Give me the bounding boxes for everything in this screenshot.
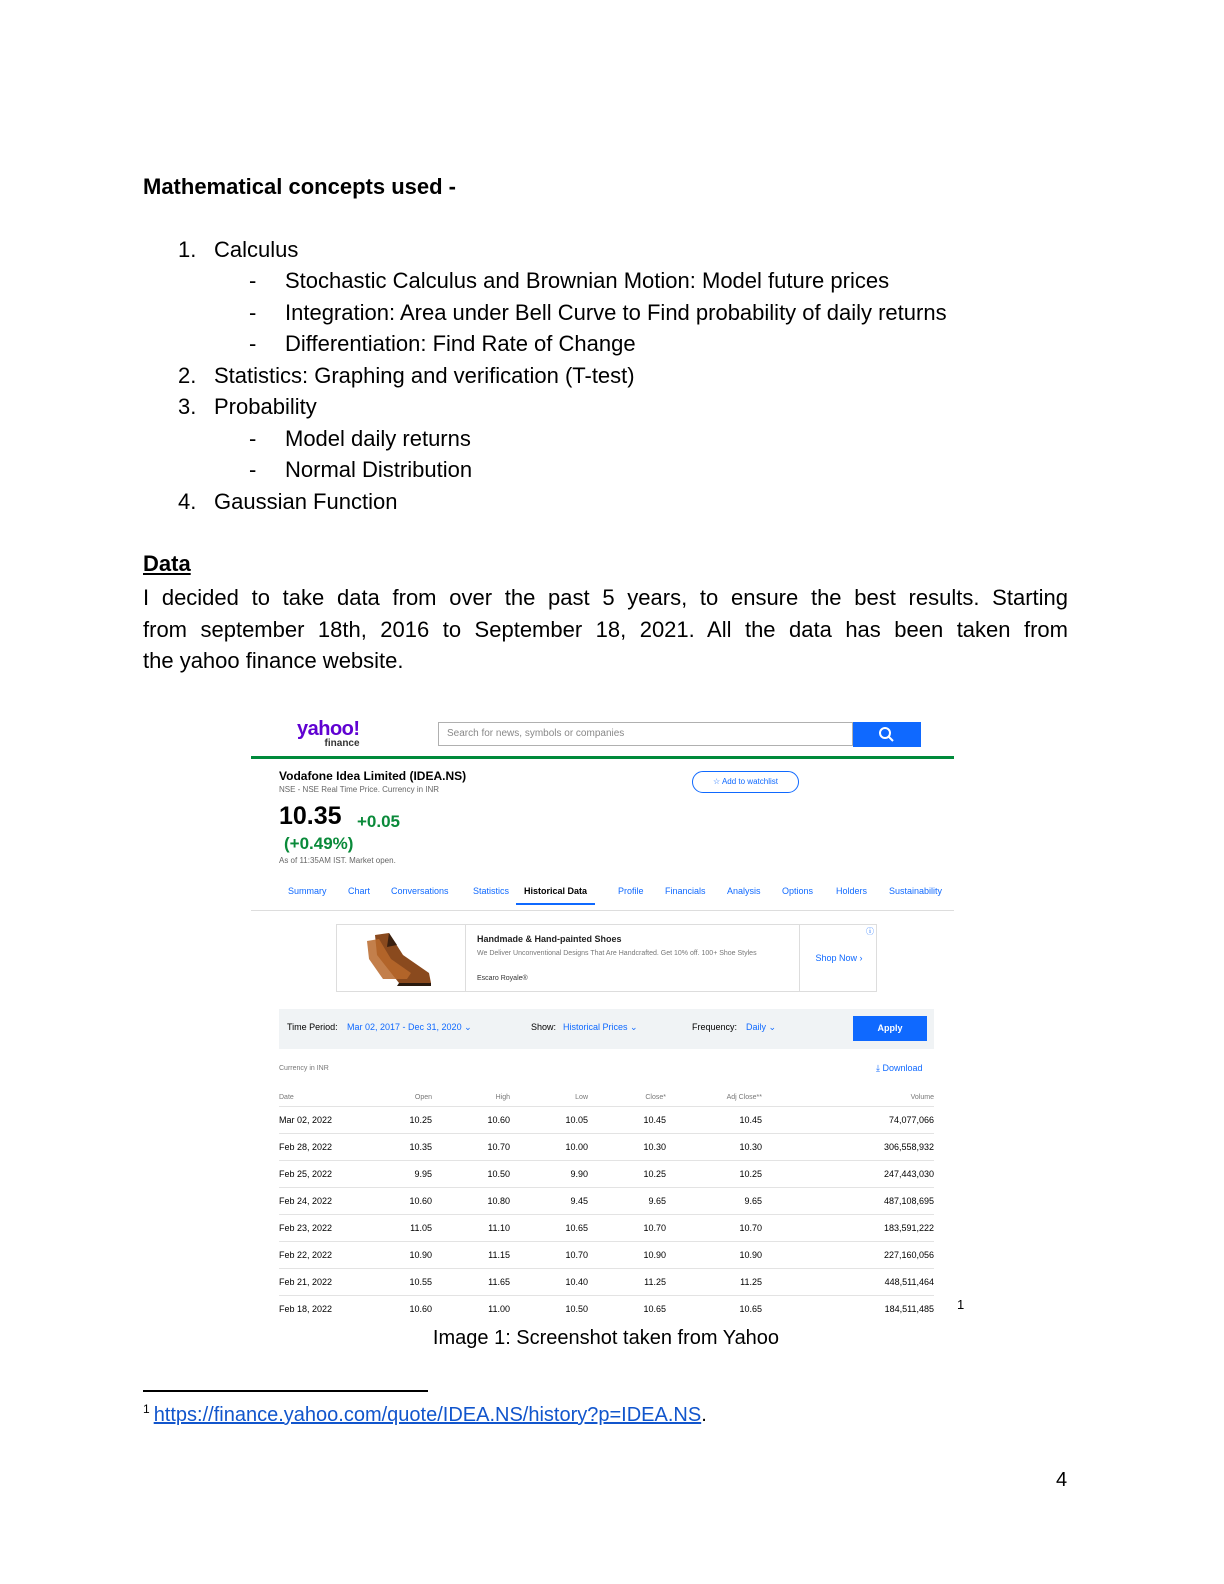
table-cell: 10.25	[409, 1115, 432, 1125]
download-label: Download	[882, 1063, 923, 1073]
chevron-down-icon: ⌄	[768, 1022, 777, 1032]
tab-sustainability[interactable]: Sustainability	[889, 886, 943, 896]
column-header: Open	[414, 1094, 432, 1101]
table-cell: 10.70	[643, 1223, 666, 1233]
chevron-down-icon: ⌄	[464, 1022, 472, 1032]
table-cell: 9.90	[570, 1169, 588, 1179]
paragraph-line: I decided to take data from over the past 5 years, to ensure the best results. Starting	[143, 585, 1068, 610]
column-header: Volume	[910, 1094, 934, 1101]
image-caption: Image 1: Screenshot taken from Yahoo	[432, 1327, 780, 1349]
table-cell: 10.25	[739, 1169, 762, 1179]
list-number: 2.	[178, 363, 197, 388]
table-cell: 10.55	[409, 1277, 432, 1287]
tab-historical-data[interactable]: Historical Data	[516, 886, 595, 905]
search-button[interactable]	[853, 722, 921, 747]
history-filter-bar	[279, 1009, 934, 1049]
tab-statistics[interactable]: Statistics	[473, 886, 510, 896]
table-cell: 10.65	[739, 1304, 762, 1314]
apply-button[interactable]: Apply	[853, 1016, 927, 1041]
time-period-label: Time Period:	[287, 1022, 338, 1032]
list-number: 4.	[178, 489, 197, 514]
footnote-period: .	[701, 1404, 707, 1426]
frequency-label: Frequency:	[692, 1022, 738, 1032]
table-cell: 10.30	[643, 1142, 666, 1152]
watchlist-label: Add to watchlist	[721, 777, 778, 786]
download-icon: ⤓	[876, 1063, 883, 1073]
table-cell: Feb 18, 2022	[279, 1304, 333, 1314]
table-row	[279, 1188, 934, 1215]
table-cell: 10.70	[565, 1250, 588, 1260]
footnote-number: 1	[143, 1402, 150, 1416]
sub-dash: -	[249, 300, 257, 325]
table-cell: 10.45	[739, 1115, 762, 1125]
table-cell: 10.50	[487, 1169, 510, 1179]
list-item: Statistics: Graphing and verification (T-test)	[214, 363, 635, 388]
list-item: Gaussian Function	[214, 489, 398, 514]
table-cell: 11.15	[488, 1250, 510, 1260]
table-row	[279, 1296, 934, 1320]
time-period-value: Mar 02, 2017 - Dec 31, 2020	[347, 1022, 462, 1032]
section-heading-math: Mathematical concepts used -	[143, 174, 456, 199]
table-header-row	[279, 1090, 934, 1107]
list-item: Probability	[214, 394, 317, 419]
table-cell: 10.60	[409, 1304, 432, 1314]
quote-tabs	[251, 884, 954, 911]
section-heading-data: Data	[143, 551, 191, 576]
column-header: Adj Close**	[726, 1094, 762, 1101]
list-number: 3.	[178, 394, 197, 419]
table-cell: 10.60	[487, 1115, 510, 1125]
table-row	[279, 1215, 934, 1242]
table-cell: 11.25	[740, 1277, 762, 1287]
tab-chart[interactable]: Chart	[348, 886, 371, 896]
tab-holders[interactable]: Holders	[836, 886, 868, 896]
list-item: Calculus	[214, 237, 299, 262]
table-cell: 10.90	[409, 1250, 432, 1260]
ad-info-icon[interactable]: ⓘ	[866, 927, 874, 936]
currency-note: Currency in INR	[279, 1065, 329, 1072]
header-divider	[251, 756, 954, 759]
table-cell: 183,591,222	[883, 1223, 934, 1233]
table-cell: Feb 28, 2022	[279, 1142, 333, 1152]
list-number: 1.	[178, 237, 197, 262]
shop-now-label: Shop Now	[815, 953, 857, 963]
ad-description: We Deliver Unconventional Designs That Are Handcrafted. Get 10% off. 100+ Shoe Styles	[477, 950, 757, 957]
column-header: Low	[575, 1094, 588, 1101]
footnote-link[interactable]: https://finance.yahoo.com/quote/IDEA.NS/history?p=IDEA.NS	[153, 1404, 702, 1426]
table-cell: 10.70	[739, 1223, 762, 1233]
table-cell: 10.90	[739, 1250, 762, 1260]
table-row	[279, 1269, 934, 1296]
star-icon: ☆	[713, 777, 722, 786]
sub-item: Model daily returns	[285, 426, 471, 451]
tab-summary[interactable]: Summary	[288, 886, 327, 896]
table-cell: 10.50	[565, 1304, 588, 1314]
footnote-reference: 1	[957, 1297, 965, 1312]
table-cell: 10.90	[643, 1250, 666, 1260]
table-cell: 10.00	[565, 1142, 588, 1152]
table-cell: 10.25	[643, 1169, 666, 1179]
logo-text: yahoo!	[297, 718, 360, 740]
logo-subtext: finance	[324, 738, 360, 749]
download-link[interactable]	[876, 1063, 923, 1074]
tab-analysis[interactable]: Analysis	[727, 886, 761, 896]
data-paragraph	[143, 582, 1068, 677]
table-cell: 9.95	[414, 1169, 432, 1179]
column-header: High	[495, 1094, 510, 1101]
table-cell: 10.35	[409, 1142, 432, 1152]
price-change: +0.05	[357, 812, 401, 831]
table-cell: 10.80	[487, 1196, 510, 1206]
table-cell: 10.60	[409, 1196, 432, 1206]
table-cell: 10.65	[643, 1304, 666, 1314]
table-cell: 9.65	[744, 1196, 762, 1206]
frequency-dropdown[interactable]	[746, 1022, 776, 1033]
table-cell: 10.30	[739, 1142, 762, 1152]
sub-dash: -	[249, 268, 257, 293]
paragraph-line: from september 18th, 2016 to September 18, 2021. All the data has been taken from	[143, 616, 1068, 642]
table-cell: Feb 25, 2022	[279, 1169, 333, 1179]
frequency-value: Daily	[746, 1022, 767, 1032]
search-icon	[853, 722, 921, 747]
table-cell: Feb 22, 2022	[279, 1250, 333, 1260]
ad-title: Handmade & Hand-painted Shoes	[477, 934, 622, 944]
tab-profile[interactable]: Profile	[618, 886, 644, 896]
table-cell: 448,511,464	[884, 1277, 934, 1287]
table-cell: Feb 21, 2022	[279, 1277, 333, 1287]
sub-item: Normal Distribution	[285, 457, 473, 482]
sub-item: Differentiation: Find Rate of Change	[285, 331, 636, 356]
table-cell: 10.70	[487, 1142, 510, 1152]
sub-dash: -	[249, 426, 257, 451]
ad-image	[337, 925, 466, 991]
advertisement[interactable]	[336, 924, 877, 992]
table-cell: 9.65	[648, 1196, 666, 1206]
chevron-down-icon: ⌄	[630, 1022, 638, 1032]
table-row	[279, 1161, 934, 1188]
show-value: Historical Prices	[563, 1022, 628, 1032]
footnote-divider	[143, 1390, 428, 1392]
table-row	[279, 1242, 934, 1269]
add-to-watchlist-button[interactable]	[692, 771, 799, 793]
table-cell: 10.40	[565, 1277, 588, 1287]
chevron-right-icon: ›	[859, 953, 863, 963]
table-cell: 11.65	[488, 1277, 510, 1287]
yahoo-screenshot	[251, 712, 954, 1320]
search-input[interactable]: Search for news, symbols or companies	[438, 722, 853, 746]
table-cell: Mar 02, 2022	[279, 1115, 333, 1125]
sub-item: Stochastic Calculus and Brownian Motion: Model future prices	[285, 268, 890, 293]
table-cell: 9.45	[570, 1196, 588, 1206]
tab-financials[interactable]: Financials	[665, 886, 706, 896]
historical-data-table	[279, 1090, 934, 1320]
price-change-percent: (+0.49%)	[284, 834, 354, 853]
table-cell: 11.10	[488, 1223, 510, 1233]
table-row	[279, 1134, 934, 1161]
page-number: 4	[1056, 1469, 1068, 1491]
table-cell: 306,558,932	[883, 1142, 934, 1152]
shoe-image	[337, 925, 465, 991]
table-row	[279, 1107, 934, 1134]
time-period-dropdown[interactable]	[347, 1022, 472, 1033]
table-cell: 10.45	[643, 1115, 666, 1125]
table-cell: 247,443,030	[883, 1169, 934, 1179]
table-cell: 487,108,695	[883, 1196, 934, 1206]
company-name: Vodafone Idea Limited (IDEA.NS)	[279, 769, 467, 783]
table-cell: 10.65	[565, 1223, 588, 1233]
tab-options[interactable]: Options	[782, 886, 814, 896]
table-cell: Feb 23, 2022	[279, 1223, 333, 1233]
sub-dash: -	[249, 331, 257, 356]
table-cell: 11.00	[488, 1304, 510, 1314]
show-label: Show:	[531, 1022, 557, 1032]
column-header: Date	[279, 1094, 294, 1101]
column-header: Close*	[645, 1094, 666, 1101]
table-cell: 184,511,485	[884, 1304, 934, 1314]
paragraph-line: the yahoo finance website.	[143, 648, 404, 673]
sub-item: Integration: Area under Bell Curve to Find probability of daily returns	[285, 300, 947, 325]
table-cell: 74,077,066	[888, 1115, 934, 1125]
table-cell: 11.25	[644, 1277, 666, 1287]
sub-dash: -	[249, 457, 257, 482]
table-cell: 11.05	[410, 1223, 432, 1233]
exchange-info: NSE - NSE Real Time Price. Currency in INR	[279, 785, 440, 794]
footnote	[143, 1402, 707, 1427]
table-cell: 10.05	[565, 1115, 588, 1125]
table-cell: Feb 24, 2022	[279, 1196, 333, 1206]
yahoo-logo	[297, 720, 360, 750]
show-dropdown[interactable]	[563, 1022, 638, 1033]
ad-brand: Escaro Royale®	[477, 975, 528, 982]
tab-conversations[interactable]: Conversations	[391, 886, 449, 896]
as-of-time: As of 11:35AM IST. Market open.	[279, 856, 396, 865]
table-cell: 227,160,056	[883, 1250, 934, 1260]
stock-price: 10.35	[279, 802, 342, 830]
